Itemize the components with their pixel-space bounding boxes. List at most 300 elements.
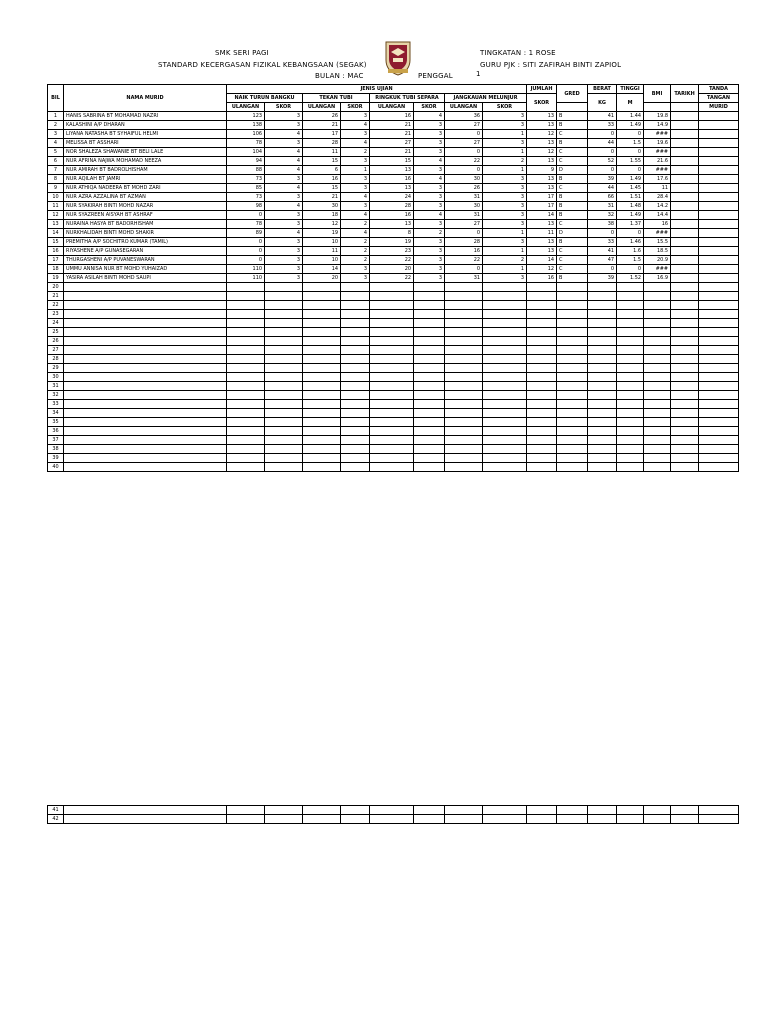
row-blank-cell (483, 400, 527, 409)
row-blank-cell (671, 364, 699, 373)
row-blank-cell (414, 454, 445, 463)
row-rt-s: 3 (414, 139, 445, 148)
row-blank-cell (341, 355, 370, 364)
row-blank-cell (527, 319, 557, 328)
row-bmi: 14.2 (644, 202, 671, 211)
row-blank-cell (671, 373, 699, 382)
row-rt-u: 13 (370, 184, 414, 193)
row-nama: UMMU ANNISA NUR BT MOHD YUHAIZAD (64, 265, 227, 274)
row-blank-cell (341, 373, 370, 382)
sub-ulangan: ULANGAN (445, 103, 483, 112)
row-blank-cell (588, 283, 617, 292)
col-gred-header: GRED (557, 85, 588, 103)
row-blank-cell (445, 436, 483, 445)
row-blank-cell (617, 409, 644, 418)
row-bil: 39 (48, 454, 64, 463)
row-blank-cell (227, 409, 265, 418)
table-row-empty (48, 328, 739, 337)
row-blank-cell (445, 454, 483, 463)
row-blank-cell (588, 337, 617, 346)
row-jm-u: 0 (445, 166, 483, 175)
row-rt-u: 13 (370, 220, 414, 229)
row-blank-cell (644, 337, 671, 346)
row-blank-cell (557, 283, 588, 292)
row-gred: B (557, 202, 588, 211)
row-blank-cell (227, 364, 265, 373)
row-blank-cell (617, 463, 644, 472)
row-tinggi: 1.49 (617, 121, 644, 130)
bulan-label: BULAN : MAC (315, 72, 364, 80)
row-tt-s: 3 (341, 175, 370, 184)
row-blank-cell (370, 310, 414, 319)
col-tinggi-header: TINGGI (617, 85, 644, 94)
row-blank-cell (445, 328, 483, 337)
row-jm-u: 26 (445, 184, 483, 193)
row-blank-cell (699, 319, 739, 328)
table-row (48, 130, 739, 139)
table-row-empty (48, 445, 739, 454)
row-tinggi: 0 (617, 148, 644, 157)
row-blank-cell (227, 427, 265, 436)
row-jm-s: 3 (483, 112, 527, 121)
row-blank-cell (227, 445, 265, 454)
col-tangan-header: TANGAN (699, 94, 739, 103)
row-blank-cell (303, 346, 341, 355)
row-blank-cell (414, 391, 445, 400)
row-berat: 0 (588, 265, 617, 274)
row-jm-s: 1 (483, 265, 527, 274)
table-row-empty (48, 319, 739, 328)
row-tanda-tangan (699, 211, 739, 220)
sub-skor: SKOR (414, 103, 445, 112)
row-blank-cell (227, 806, 265, 815)
row-blank-cell (265, 373, 303, 382)
row-tinggi: 1.6 (617, 247, 644, 256)
row-blank-cell (64, 364, 227, 373)
table-row (48, 157, 739, 166)
row-bil: 26 (48, 337, 64, 346)
row-jm-u: 30 (445, 175, 483, 184)
row-blank-cell (414, 806, 445, 815)
row-blank-cell (414, 382, 445, 391)
row-blank-cell (265, 310, 303, 319)
row-nt-u: 104 (227, 148, 265, 157)
row-blank-cell (527, 337, 557, 346)
row-jumlah: 13 (527, 247, 557, 256)
row-blank-cell (644, 445, 671, 454)
row-bil: 37 (48, 436, 64, 445)
row-blank-cell (483, 815, 527, 824)
row-tt-s: 4 (341, 211, 370, 220)
row-blank-cell (557, 319, 588, 328)
row-bil: 17 (48, 256, 64, 265)
row-blank-cell (699, 445, 739, 454)
row-tt-s: 2 (341, 220, 370, 229)
row-blank-cell (303, 301, 341, 310)
tarikh-sub-blank (671, 103, 699, 112)
row-blank-cell (265, 418, 303, 427)
row-gred: B (557, 139, 588, 148)
row-blank-cell (671, 463, 699, 472)
row-blank-cell (617, 292, 644, 301)
row-tanda-tangan (699, 157, 739, 166)
row-blank-cell (227, 328, 265, 337)
row-blank-cell (617, 319, 644, 328)
row-tarikh (671, 130, 699, 139)
row-blank-cell (64, 815, 227, 824)
row-tanda-tangan (699, 139, 739, 148)
row-tanda-tangan (699, 202, 739, 211)
row-blank-cell (588, 364, 617, 373)
row-tinggi: 1.52 (617, 274, 644, 283)
row-blank-cell (303, 409, 341, 418)
row-tarikh (671, 229, 699, 238)
row-gred: B (557, 211, 588, 220)
row-tarikh (671, 139, 699, 148)
row-blank-cell (588, 391, 617, 400)
row-tt-s: 4 (341, 121, 370, 130)
row-blank-cell (483, 382, 527, 391)
row-tt-u: 28 (303, 139, 341, 148)
row-blank-cell (483, 427, 527, 436)
row-blank-cell (671, 301, 699, 310)
row-bmi: 18.5 (644, 247, 671, 256)
row-blank-cell (483, 391, 527, 400)
row-blank-cell (265, 436, 303, 445)
row-blank-cell (64, 445, 227, 454)
row-jumlah: 12 (527, 130, 557, 139)
row-rt-s: 3 (414, 184, 445, 193)
row-tt-u: 11 (303, 148, 341, 157)
row-tt-u: 10 (303, 238, 341, 247)
row-blank-cell (617, 391, 644, 400)
row-rt-u: 19 (370, 238, 414, 247)
row-nt-u: 123 (227, 112, 265, 121)
sub-skor: SKOR (341, 103, 370, 112)
row-blank-cell (644, 400, 671, 409)
row-blank-cell (557, 815, 588, 824)
row-blank-cell (588, 292, 617, 301)
row-blank-cell (527, 409, 557, 418)
row-nt-s: 3 (265, 121, 303, 130)
row-blank-cell (527, 292, 557, 301)
row-bil: 1 (48, 112, 64, 121)
row-tinggi: 1.44 (617, 112, 644, 121)
row-jm-u: 0 (445, 148, 483, 157)
row-blank-cell (617, 454, 644, 463)
row-blank-cell (527, 310, 557, 319)
sub-ulangan: ULANGAN (227, 103, 265, 112)
col-tanda-header: TANDA (699, 85, 739, 94)
row-jumlah: 13 (527, 157, 557, 166)
row-blank-cell (303, 310, 341, 319)
row-jumlah: 13 (527, 139, 557, 148)
table-row (48, 184, 739, 193)
row-blank-cell (64, 427, 227, 436)
row-berat: 44 (588, 184, 617, 193)
row-jm-s: 3 (483, 211, 527, 220)
row-tt-s: 2 (341, 148, 370, 157)
row-nama: NURKHALIDAH BINTI MOHD SHAKIR (64, 229, 227, 238)
row-blank-cell (588, 328, 617, 337)
row-blank-cell (341, 400, 370, 409)
row-blank-cell (370, 283, 414, 292)
row-bil: 20 (48, 283, 64, 292)
row-jm-s: 3 (483, 220, 527, 229)
row-nama: NOR SHALEZA SHAWANIE BT BELI LALE (64, 148, 227, 157)
row-blank-cell (414, 292, 445, 301)
row-gred: B (557, 121, 588, 130)
row-blank-cell (699, 382, 739, 391)
row-blank-cell (341, 292, 370, 301)
row-blank-cell (64, 409, 227, 418)
col-m-header: M (617, 94, 644, 112)
row-berat: 32 (588, 211, 617, 220)
row-blank-cell (341, 382, 370, 391)
row-nt-s: 4 (265, 148, 303, 157)
row-blank-cell (617, 382, 644, 391)
row-berat: 52 (588, 157, 617, 166)
row-jm-u: 31 (445, 193, 483, 202)
row-rt-s: 3 (414, 247, 445, 256)
row-blank-cell (588, 806, 617, 815)
row-tarikh (671, 220, 699, 229)
row-rt-s: 4 (414, 157, 445, 166)
row-blank-cell (671, 292, 699, 301)
row-nt-s: 4 (265, 130, 303, 139)
row-bil: 35 (48, 418, 64, 427)
row-rt-u: 28 (370, 202, 414, 211)
row-tanda-tangan (699, 121, 739, 130)
row-blank-cell (445, 463, 483, 472)
col-bil-header: BIL (48, 85, 64, 112)
row-blank-cell (483, 319, 527, 328)
table-row-empty (48, 301, 739, 310)
row-bmi: ### (644, 229, 671, 238)
row-blank-cell (341, 283, 370, 292)
row-tinggi: 1.37 (617, 220, 644, 229)
row-blank-cell (588, 310, 617, 319)
row-blank-cell (671, 815, 699, 824)
row-blank-cell (227, 436, 265, 445)
row-blank-cell (445, 319, 483, 328)
row-blank-cell (644, 319, 671, 328)
row-blank-cell (671, 391, 699, 400)
row-bil: 10 (48, 193, 64, 202)
row-blank-cell (265, 409, 303, 418)
row-nama: NUR SYAZREEN AISYAH BT ASHRAF (64, 211, 227, 220)
row-gred: B (557, 274, 588, 283)
sub-ulangan: ULANGAN (370, 103, 414, 112)
row-blank-cell (588, 301, 617, 310)
row-nt-u: 89 (227, 229, 265, 238)
row-rt-s: 3 (414, 238, 445, 247)
row-rt-u: 16 (370, 112, 414, 121)
row-blank-cell (227, 283, 265, 292)
row-tt-s: 3 (341, 112, 370, 121)
row-blank-cell (617, 328, 644, 337)
row-blank-cell (303, 319, 341, 328)
row-blank-cell (699, 418, 739, 427)
row-blank-cell (64, 319, 227, 328)
row-tanda-tangan (699, 193, 739, 202)
row-jumlah: 17 (527, 202, 557, 211)
row-bil: 3 (48, 130, 64, 139)
row-blank-cell (644, 806, 671, 815)
row-tt-s: 3 (341, 184, 370, 193)
row-blank-cell (557, 310, 588, 319)
row-nt-s: 3 (265, 175, 303, 184)
row-blank-cell (370, 418, 414, 427)
row-tt-s: 4 (341, 193, 370, 202)
row-blank-cell (227, 319, 265, 328)
row-blank-cell (370, 364, 414, 373)
row-tt-s: 2 (341, 238, 370, 247)
row-rt-s: 4 (414, 211, 445, 220)
row-tt-s: 3 (341, 130, 370, 139)
row-blank-cell (483, 310, 527, 319)
row-tt-u: 12 (303, 220, 341, 229)
row-tanda-tangan (699, 112, 739, 121)
row-rt-u: 24 (370, 193, 414, 202)
row-blank-cell (227, 337, 265, 346)
row-blank-cell (265, 364, 303, 373)
row-tt-s: 3 (341, 265, 370, 274)
row-jumlah: 13 (527, 175, 557, 184)
row-tt-u: 18 (303, 211, 341, 220)
row-blank-cell (671, 400, 699, 409)
penggal-label: PENGGAL (418, 72, 453, 80)
table-row (48, 175, 739, 184)
row-gred: D (557, 229, 588, 238)
row-blank-cell (527, 400, 557, 409)
gred-sub-blank (557, 103, 588, 112)
row-blank-cell (557, 463, 588, 472)
row-blank-cell (370, 319, 414, 328)
row-bmi: 16 (644, 220, 671, 229)
row-tt-s: 4 (341, 229, 370, 238)
row-blank-cell (341, 418, 370, 427)
row-blank-cell (699, 337, 739, 346)
row-jm-u: 31 (445, 274, 483, 283)
row-blank-cell (64, 373, 227, 382)
sub-ulangan: ULANGAN (303, 103, 341, 112)
row-bil: 5 (48, 148, 64, 157)
row-bmi: ### (644, 166, 671, 175)
row-bil: 2 (48, 121, 64, 130)
row-jm-s: 3 (483, 202, 527, 211)
row-bil: 7 (48, 166, 64, 175)
row-blank-cell (227, 301, 265, 310)
row-bil: 32 (48, 391, 64, 400)
row-rt-s: 3 (414, 220, 445, 229)
row-bil: 27 (48, 346, 64, 355)
row-blank-cell (483, 806, 527, 815)
row-blank-cell (617, 346, 644, 355)
row-blank-cell (341, 346, 370, 355)
table-row-empty (48, 391, 739, 400)
row-blank-cell (341, 337, 370, 346)
row-bmi: 14.4 (644, 211, 671, 220)
row-blank-cell (588, 319, 617, 328)
row-jumlah: 13 (527, 238, 557, 247)
row-blank-cell (557, 436, 588, 445)
row-blank-cell (527, 445, 557, 454)
row-rt-u: 8 (370, 229, 414, 238)
row-tarikh (671, 265, 699, 274)
table-row-empty (48, 806, 739, 815)
row-blank-cell (265, 292, 303, 301)
row-blank-cell (671, 806, 699, 815)
row-blank-cell (227, 382, 265, 391)
row-blank-cell (671, 346, 699, 355)
row-blank-cell (671, 436, 699, 445)
row-blank-cell (483, 301, 527, 310)
row-berat: 41 (588, 247, 617, 256)
row-blank-cell (414, 815, 445, 824)
row-bmi: 16.9 (644, 274, 671, 283)
row-blank-cell (617, 427, 644, 436)
row-blank-cell (483, 337, 527, 346)
row-jm-u: 28 (445, 238, 483, 247)
row-blank-cell (64, 418, 227, 427)
row-berat: 44 (588, 139, 617, 148)
row-jumlah: 12 (527, 148, 557, 157)
row-rt-u: 20 (370, 265, 414, 274)
row-blank-cell (227, 373, 265, 382)
table-row (48, 139, 739, 148)
row-nama: NUR AMIRAH BT BADROLHISHAM (64, 166, 227, 175)
row-nama: MELISSA BT ASSHARI (64, 139, 227, 148)
row-blank-cell (370, 382, 414, 391)
row-berat: 66 (588, 193, 617, 202)
row-bil: 19 (48, 274, 64, 283)
row-blank-cell (699, 364, 739, 373)
row-blank-cell (588, 346, 617, 355)
row-blank-cell (303, 463, 341, 472)
form-subtitle: STANDARD KECERGASAN FIZIKAL KEBANGSAAN (SEGAK) (158, 61, 367, 69)
row-bil: 6 (48, 157, 64, 166)
row-blank-cell (588, 454, 617, 463)
row-jm-u: 36 (445, 112, 483, 121)
row-blank-cell (617, 815, 644, 824)
row-nt-u: 0 (227, 256, 265, 265)
row-bil: 29 (48, 364, 64, 373)
row-tt-s: 2 (341, 247, 370, 256)
row-nt-s: 3 (265, 220, 303, 229)
row-nt-u: 0 (227, 238, 265, 247)
row-berat: 41 (588, 112, 617, 121)
row-blank-cell (644, 292, 671, 301)
row-blank-cell (644, 463, 671, 472)
row-jm-s: 3 (483, 175, 527, 184)
row-tarikh (671, 157, 699, 166)
row-blank-cell (671, 337, 699, 346)
row-tanda-tangan (699, 130, 739, 139)
row-blank-cell (370, 337, 414, 346)
row-blank-cell (483, 355, 527, 364)
row-nama: NUR AFRINA NAJWA MOHAMAD NEEZA (64, 157, 227, 166)
row-blank-cell (588, 815, 617, 824)
row-gred: C (557, 256, 588, 265)
row-blank-cell (64, 328, 227, 337)
row-blank-cell (303, 382, 341, 391)
row-blank-cell (671, 418, 699, 427)
row-nt-s: 3 (265, 238, 303, 247)
row-jm-s: 1 (483, 229, 527, 238)
row-blank-cell (445, 283, 483, 292)
row-tarikh (671, 121, 699, 130)
